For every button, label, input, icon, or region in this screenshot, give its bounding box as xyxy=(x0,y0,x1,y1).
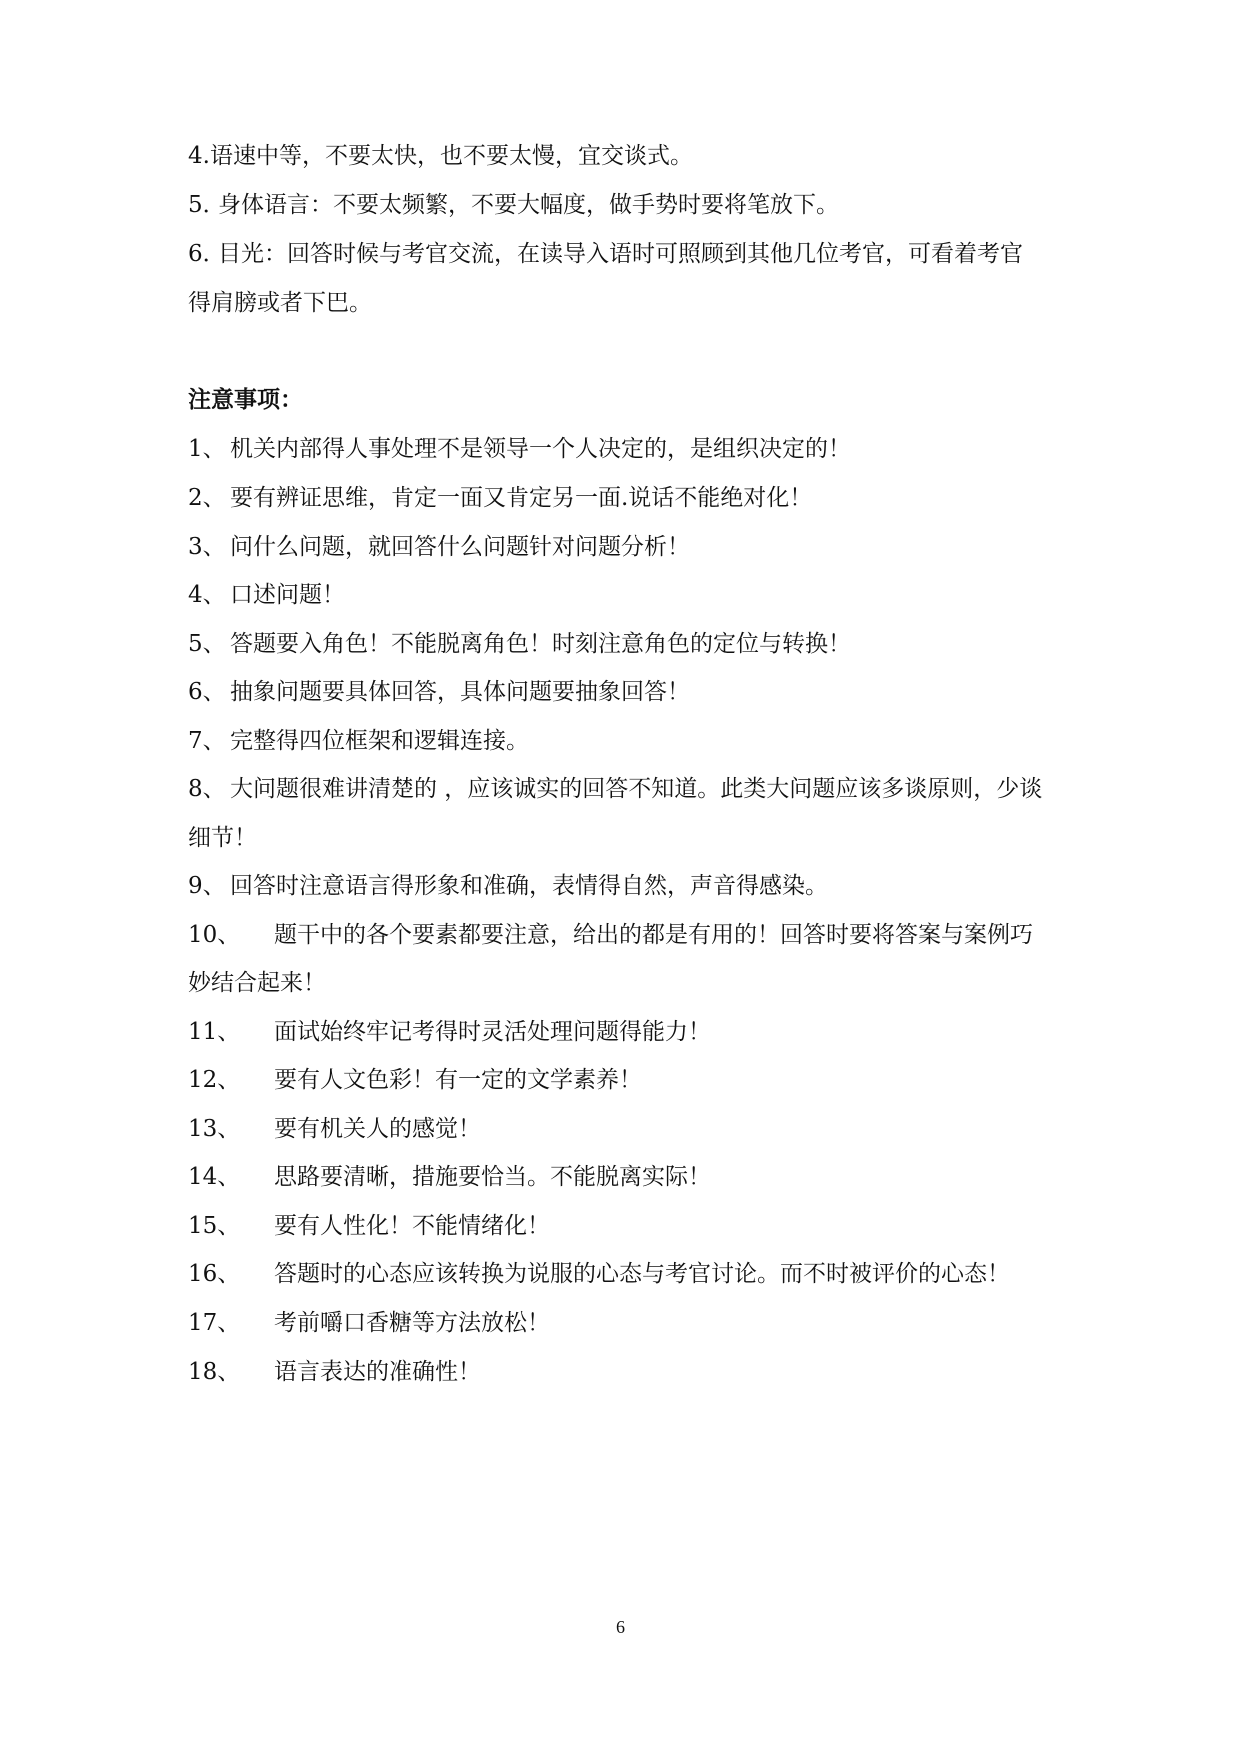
note-text: 口述问题！ xyxy=(230,582,345,608)
note-item xyxy=(188,1357,481,1387)
note-text: 机关内部得人事处理不是领导一个人决定的，是组织决定的！ xyxy=(230,436,851,462)
note-text: 完整得四位框架和逻辑连接。 xyxy=(230,728,529,754)
note-text: 题干中的各个要素都要注意，给出的都是有用的！回答时要将答案与案例巧 xyxy=(274,922,1033,948)
note-item xyxy=(188,677,690,707)
note-number: 1、 xyxy=(188,436,226,462)
note-text: 答题时的心态应该转换为说服的心态与考官讨论。而不时被评价的心态！ xyxy=(274,1261,1010,1287)
note-item xyxy=(188,629,851,659)
tip-item-eye-contact-continued xyxy=(188,288,372,318)
note-number: 12、 xyxy=(188,1067,241,1093)
note-text: 大问题很难讲清楚的 ，应该诚实的回答不知道。此类大问题应该多谈原则，少谈 xyxy=(230,776,1043,802)
note-item xyxy=(188,871,828,901)
note-number: 10、 xyxy=(188,922,241,948)
notes-heading: 注意事项： xyxy=(188,386,303,413)
tip-item-speech-rate xyxy=(188,141,693,171)
tip-text: 身体语言：不要太频繁，不要大幅度，做手势时要将笔放下。 xyxy=(218,192,839,218)
note-number: 18、 xyxy=(188,1359,241,1385)
note-number: 17、 xyxy=(188,1310,241,1336)
note-number: 4、 xyxy=(188,582,226,608)
note-item xyxy=(188,434,851,464)
note-number: 14、 xyxy=(188,1164,241,1190)
tip-text: 目光：回答时候与考官交流，在读导入语时可照顾到其他几位考官，可看着考官 xyxy=(218,241,1023,267)
note-item-continued xyxy=(188,968,326,998)
note-text: 问什么问题，就回答什么问题针对问题分析！ xyxy=(230,534,690,560)
note-number: 16、 xyxy=(188,1261,241,1287)
note-item xyxy=(188,1065,642,1095)
tip-number: 4. xyxy=(188,143,210,169)
note-text: 考前嚼口香糖等方法放松！ xyxy=(274,1310,550,1336)
note-item xyxy=(188,774,1042,804)
note-number: 5、 xyxy=(188,631,226,657)
note-number: 3、 xyxy=(188,534,226,560)
note-item xyxy=(188,483,812,513)
note-number: 11、 xyxy=(188,1019,241,1045)
note-item-continued xyxy=(188,823,257,853)
note-text: 答题要入角色！不能脱离角色！时刻注意角色的定位与转换！ xyxy=(230,631,851,657)
note-text: 妙结合起来！ xyxy=(188,970,326,996)
note-number: 6、 xyxy=(188,679,226,705)
note-number: 2、 xyxy=(188,485,226,511)
note-item xyxy=(188,1017,711,1047)
page-number: 6 xyxy=(616,1617,625,1637)
note-text: 面试始终牢记考得时灵活处理问题得能力！ xyxy=(274,1019,711,1045)
tip-number: 5． xyxy=(188,192,226,218)
note-text: 要有人文色彩！有一定的文学素养！ xyxy=(274,1067,642,1093)
note-item xyxy=(188,920,1033,950)
note-number: 8、 xyxy=(188,776,226,802)
note-item xyxy=(188,1114,481,1144)
note-text: 细节！ xyxy=(188,825,257,851)
tip-number: 6． xyxy=(188,241,226,267)
note-item xyxy=(188,1259,1010,1289)
tip-text: 语速中等，不要太快，也不要太慢，宜交谈式。 xyxy=(209,143,693,169)
note-item xyxy=(188,1308,550,1338)
note-text: 语言表达的准确性！ xyxy=(274,1359,481,1385)
tip-text: 得肩膀或者下巴。 xyxy=(188,290,372,316)
note-number: 7、 xyxy=(188,728,226,754)
note-item xyxy=(188,580,345,610)
note-text: 要有人性化！不能情绪化！ xyxy=(274,1213,550,1239)
note-text: 回答时注意语言得形象和准确，表情得自然，声音得感染。 xyxy=(230,873,828,899)
note-text: 思路要清晰，措施要恰当。不能脱离实际！ xyxy=(274,1164,711,1190)
note-number: 13、 xyxy=(188,1116,241,1142)
note-text: 要有机关人的感觉！ xyxy=(274,1116,481,1142)
note-item xyxy=(188,1211,550,1241)
note-item xyxy=(188,1162,711,1192)
note-item xyxy=(188,532,690,562)
note-item xyxy=(188,726,529,756)
tip-item-body-language xyxy=(188,190,839,220)
tip-item-eye-contact xyxy=(188,239,1023,269)
note-text: 抽象问题要具体回答，具体问题要抽象回答！ xyxy=(230,679,690,705)
note-number: 9、 xyxy=(188,873,226,899)
note-text: 要有辨证思维，肯定一面又肯定另一面.说话不能绝对化！ xyxy=(230,485,813,511)
note-number: 15、 xyxy=(188,1213,241,1239)
